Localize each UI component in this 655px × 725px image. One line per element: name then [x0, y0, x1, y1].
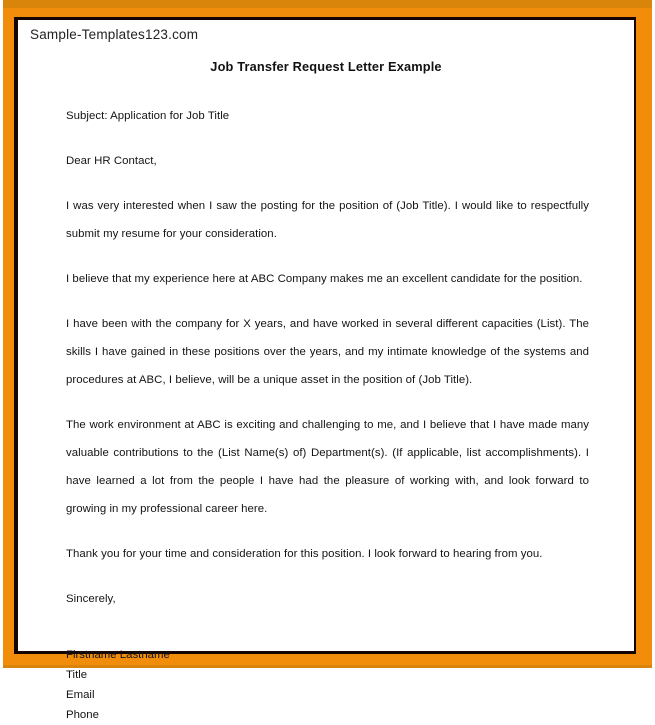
letter-paragraph-1: I was very interested when I saw the posting for the position of (Job Title). I would like to respectfully submit my resume for your consideration.	[66, 200, 589, 240]
spacer	[66, 130, 589, 147]
document-page	[18, 20, 634, 721]
spacer	[66, 568, 589, 585]
letter-salutation: Dear HR Contact,	[66, 155, 157, 167]
letter-subject-line: Subject: Application for Job Title	[66, 110, 230, 122]
letter-paragraph-2: I believe that my experience here at ABC Company makes me an excellent candidate for the position.	[66, 273, 583, 285]
spacer	[66, 613, 589, 642]
signature-block	[66, 645, 589, 725]
letter-paragraph-5: Thank you for your time and consideration for this position. I look forward to hearing from you.	[66, 548, 543, 560]
signature-phone: Phone	[66, 709, 99, 721]
signature-name: Firstname Lastname	[66, 649, 170, 661]
letter-paragraph-4: The work environment at ABC is exciting and challenging to me, and I believe that I have made many valuable contributions to the (List Name(s) of) Department(s). (If applicable, list accomplishments). I have learned a lot from the people I have had the pleasure of working with, and look forward to growing in my professional career here.	[66, 419, 589, 515]
spacer	[66, 394, 589, 411]
site-watermark: Sample-Templates123.com	[30, 27, 199, 42]
letter-paragraph-3: I have been with the company for X years, and have worked in several different capacities (List). The skills I have gained in these positions over the years, and my intimate knowledge of the systems and procedures at ABC, I believe, will be a unique asset in the position of (Job Title).	[66, 318, 589, 386]
spacer	[66, 175, 589, 192]
frame-top-shade	[3, 0, 652, 8]
letter-body	[66, 102, 589, 725]
spacer	[66, 248, 589, 265]
signature-email: Email	[66, 689, 95, 701]
signature-title: Title	[66, 669, 88, 681]
letter-closing: Sincerely,	[66, 593, 116, 605]
spacer	[66, 293, 589, 310]
document-title: Job Transfer Request Letter Example	[210, 59, 442, 74]
spacer	[66, 523, 589, 540]
